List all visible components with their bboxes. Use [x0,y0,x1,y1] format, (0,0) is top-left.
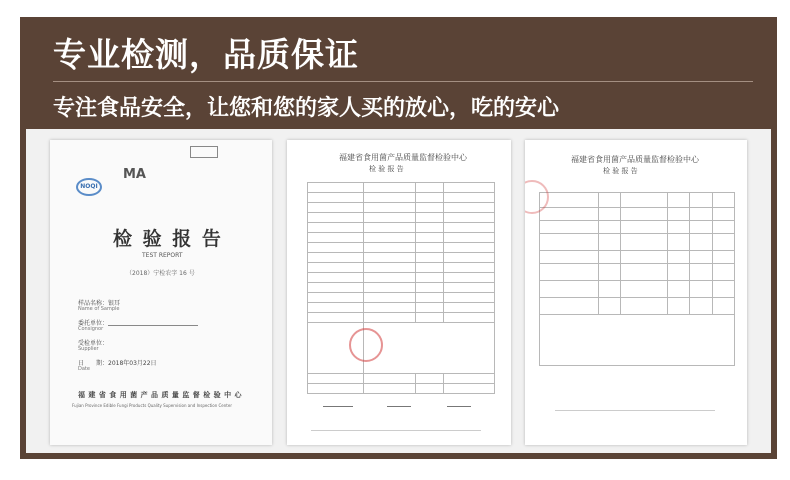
doc3-table [539,192,735,366]
doc2-table [307,182,495,394]
doc1-number: （2018）宁检农字 16 号 [126,270,195,277]
report-page-3-image [525,140,747,445]
doc1-center-en: Fujian Province Edible Fungi Products Quality Supervision and Inspection Center [72,403,232,408]
doc3-center: 福建省食用菌产品质量监督检验中心 [571,155,699,164]
cma-logo-icon: MA [123,167,146,182]
banner-title: 专业检测，品质保证 [53,35,359,74]
report-page-2-image [287,140,511,445]
signature-1-icon [323,406,353,407]
doc1-field-client-en: Consignor [78,326,104,332]
doc1-field-client: 委托单位： [78,320,109,327]
doc1-field-name-en: Name of Sample [78,306,120,312]
doc3-footer-line [555,410,715,411]
noqi-logo-icon: NOQI [76,178,102,196]
report-cover-image [50,140,272,445]
doc1-field-date: 日 期：2018年03月22日 [78,360,157,367]
doc1-client-value [108,325,198,326]
banner-divider [53,81,753,82]
doc2-center: 福建省食用菌产品质量监督检验中心 [339,153,467,162]
doc1-subtitle: TEST REPORT [142,252,183,259]
doc1-field-name: 样品名称：银耳 [78,300,121,307]
doc1-field-maker: 受检单位： [78,340,109,347]
barcode-icon [190,146,218,158]
doc1-field-date-en: Date [78,366,90,372]
doc1-field-maker-en: Supplier [78,346,99,352]
banner-subtitle: 专注食品安全，让您和您的家人买的放心，吃的安心 [53,96,560,121]
doc3-title: 检 验 报 告 [603,167,638,175]
doc2-footer-line [311,430,481,431]
header-banner [20,17,777,129]
doc1-title: 检 验 报 告 [113,228,223,250]
doc1-center: 福 建 省 食 用 菌 产 品 质 量 监 督 检 验 中 心 [78,391,243,399]
official-stamp-icon [349,328,383,362]
signature-2-icon [387,406,411,407]
signature-3-icon [447,406,471,407]
doc2-title: 检 验 报 告 [369,165,404,173]
